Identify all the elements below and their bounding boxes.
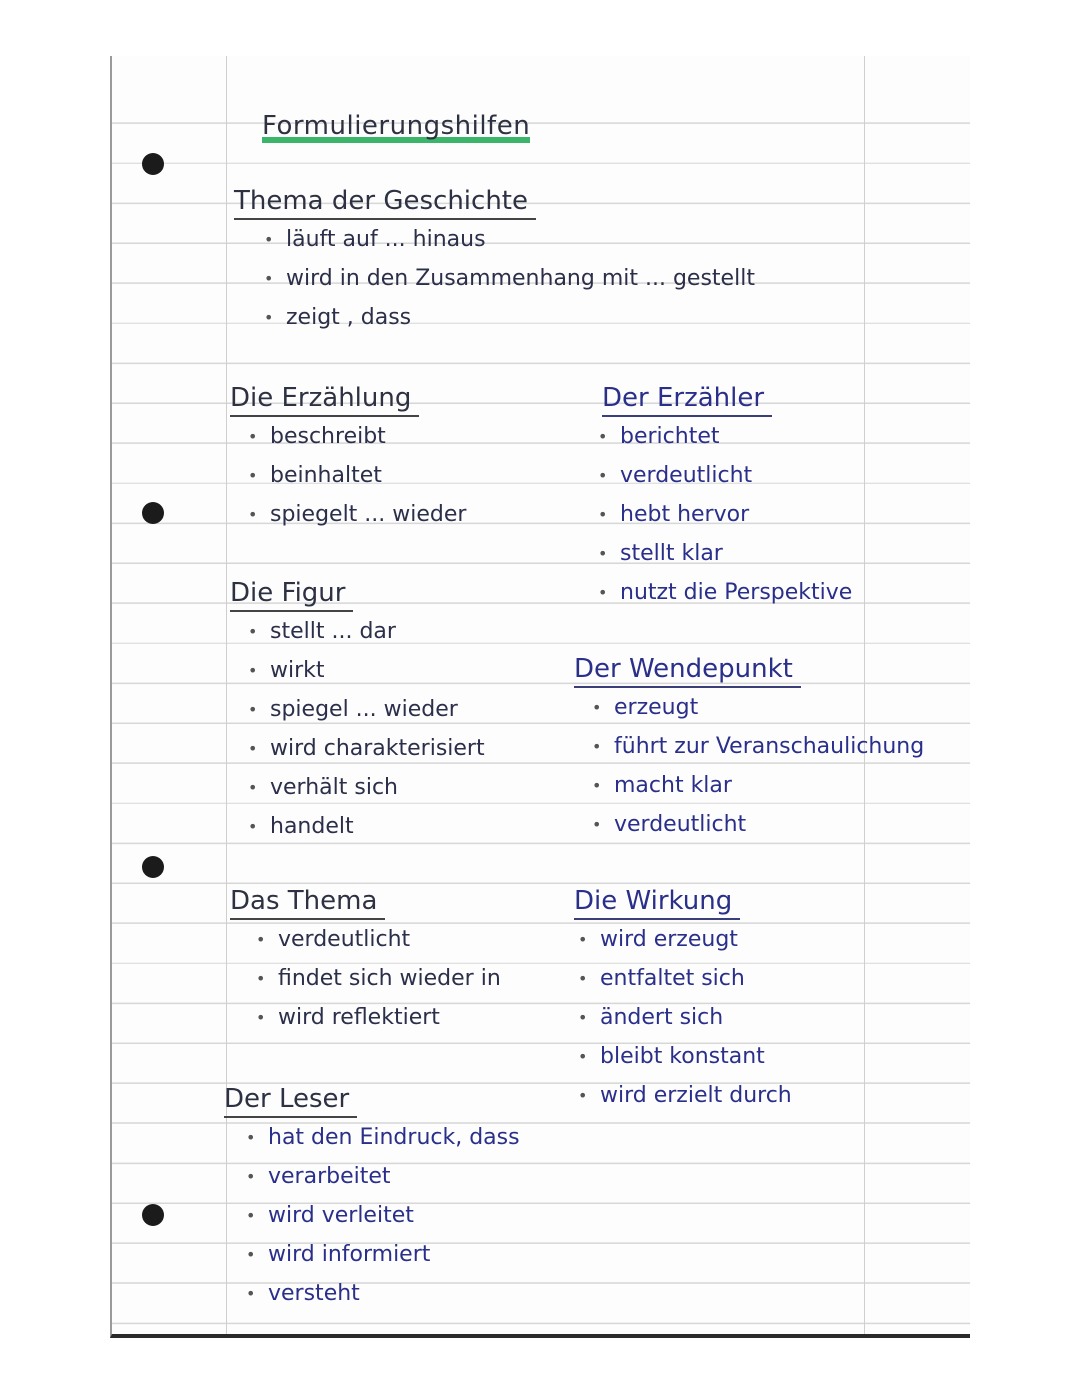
list-item: • findet sich wieder in [278, 959, 501, 998]
list-item: • wird charakterisiert [270, 729, 485, 768]
section-heading: Thema der Geschichte [234, 184, 536, 220]
section-die-wirkung [574, 884, 792, 1115]
section-heading: Die Erzählung [230, 381, 419, 417]
list-item: • spiegel ... wieder [270, 690, 485, 729]
punch-hole-4 [142, 1204, 164, 1226]
item-list [224, 1118, 520, 1313]
section-heading: Der Wendepunkt [574, 652, 801, 688]
section-der-wendepunkt [574, 652, 924, 844]
section-heading: Die Wirkung [574, 884, 740, 920]
item-list [230, 612, 485, 846]
item-list [230, 920, 501, 1037]
list-item: • versteht [268, 1274, 520, 1313]
section-heading: Der Erzähler [602, 381, 772, 417]
list-item: • zeigt , dass [286, 298, 755, 337]
list-item: • wird in den Zusammenhang mit ... gestellt [286, 259, 755, 298]
punch-hole-2 [142, 502, 164, 524]
list-item: • wird informiert [268, 1235, 520, 1274]
section-heading: Die Figur [230, 576, 353, 612]
item-list [234, 220, 755, 337]
list-item: • läuft auf ... hinaus [286, 220, 755, 259]
section-die-erzaehlung [230, 381, 466, 534]
list-item: • wird reflektiert [278, 998, 501, 1037]
list-item: • macht klar [614, 766, 924, 805]
list-item: • nutzt die Perspektive [620, 573, 852, 612]
section-das-thema [230, 884, 501, 1037]
punch-hole-1 [142, 153, 164, 175]
list-item: • wird erzeugt [600, 920, 792, 959]
section-heading: Der Leser [224, 1082, 357, 1118]
list-item: • ändert sich [600, 998, 792, 1037]
list-item: • verdeutlicht [614, 805, 924, 844]
item-list [574, 920, 792, 1115]
list-item: • verhält sich [270, 768, 485, 807]
list-item: • beschreibt [270, 417, 466, 456]
section-die-figur [230, 576, 485, 846]
section-der-erzaehler [602, 381, 852, 612]
list-item: • bleibt konstant [600, 1037, 792, 1076]
list-item: • handelt [270, 807, 485, 846]
list-item: • berichtet [620, 417, 852, 456]
list-item: • hebt hervor [620, 495, 852, 534]
section-heading: Das Thema [230, 884, 385, 920]
list-item: • verarbeitet [268, 1157, 520, 1196]
list-item: • entfaltet sich [600, 959, 792, 998]
list-item: • wirkt [270, 651, 485, 690]
punch-hole-3 [142, 856, 164, 878]
list-item: • verdeutlicht [278, 920, 501, 959]
notebook-page [110, 56, 970, 1338]
list-item: • beinhaltet [270, 456, 466, 495]
list-item: • führt zur Veranschaulichung [614, 727, 924, 766]
item-list [602, 417, 852, 612]
list-item: • wird verleitet [268, 1196, 520, 1235]
page-title: Formulierungshilfen [262, 111, 531, 141]
item-list [574, 688, 924, 844]
list-item: • hat den Eindruck, dass [268, 1118, 520, 1157]
section-der-leser [224, 1082, 520, 1313]
list-item: • wird erzielt durch [600, 1076, 792, 1115]
list-item: • verdeutlicht [620, 456, 852, 495]
list-item: • stellt klar [620, 534, 852, 573]
item-list [230, 417, 466, 534]
list-item: • spiegelt ... wieder [270, 495, 466, 534]
section-thema-der-geschichte [234, 184, 755, 337]
list-item: • erzeugt [614, 688, 924, 727]
list-item: • stellt ... dar [270, 612, 485, 651]
